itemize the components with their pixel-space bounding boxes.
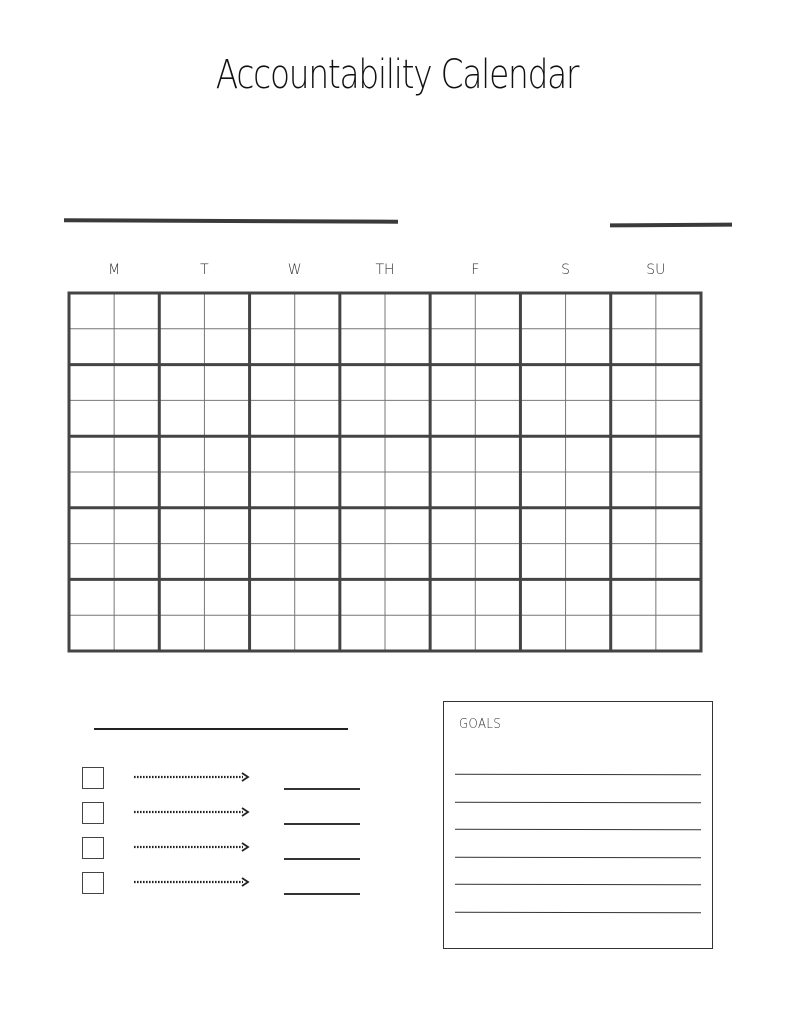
calendar-cell[interactable] bbox=[295, 472, 340, 508]
calendar-cell[interactable] bbox=[204, 472, 249, 508]
calendar-cell[interactable] bbox=[340, 615, 385, 651]
calendar-cell[interactable] bbox=[250, 400, 295, 436]
calendar-cell[interactable] bbox=[520, 293, 565, 329]
goals-box bbox=[443, 701, 713, 949]
day-label-thursday: TH bbox=[375, 262, 395, 278]
calendar-cell[interactable] bbox=[611, 508, 656, 544]
calendar-cell[interactable] bbox=[475, 508, 520, 544]
calendar-cell[interactable] bbox=[385, 329, 430, 365]
calendar-cell[interactable] bbox=[114, 544, 159, 580]
calendar-cell[interactable] bbox=[114, 579, 159, 615]
calendar-cell[interactable] bbox=[250, 365, 295, 401]
page-title: Accountability Calendar bbox=[215, 52, 579, 98]
calendar-cell[interactable] bbox=[566, 329, 611, 365]
calendar-cell[interactable] bbox=[159, 579, 204, 615]
calendar-cell[interactable] bbox=[159, 329, 204, 365]
calendar-cell[interactable] bbox=[69, 508, 114, 544]
calendar-cell[interactable] bbox=[430, 579, 475, 615]
calendar-cell[interactable] bbox=[69, 544, 114, 580]
day-label-saturday: S bbox=[561, 262, 570, 278]
calendar-cell[interactable] bbox=[295, 365, 340, 401]
calendar-cell[interactable] bbox=[114, 365, 159, 401]
calendar-cell[interactable] bbox=[520, 544, 565, 580]
calendar-cell[interactable] bbox=[204, 579, 249, 615]
calendar-cell[interactable] bbox=[430, 329, 475, 365]
calendar-cell[interactable] bbox=[204, 544, 249, 580]
calendar-cell[interactable] bbox=[520, 579, 565, 615]
calendar-cell[interactable] bbox=[295, 293, 340, 329]
calendar-cell[interactable] bbox=[159, 544, 204, 580]
weekday-header bbox=[68, 262, 702, 282]
calendar-cell[interactable] bbox=[114, 615, 159, 651]
calendar-cell[interactable] bbox=[611, 293, 656, 329]
goal-write-line[interactable] bbox=[455, 884, 701, 886]
calendar-cell[interactable] bbox=[69, 293, 114, 329]
calendar-cell[interactable] bbox=[159, 400, 204, 436]
calendar-cell[interactable] bbox=[114, 472, 159, 508]
dotted-arrow-icon bbox=[133, 876, 251, 888]
calendar-cell[interactable] bbox=[340, 579, 385, 615]
calendar-cell[interactable] bbox=[204, 293, 249, 329]
calendar-cell[interactable] bbox=[430, 293, 475, 329]
calendar-cell[interactable] bbox=[295, 579, 340, 615]
calendar-cell[interactable] bbox=[611, 544, 656, 580]
calendar-cell[interactable] bbox=[69, 436, 114, 472]
calendar-cell[interactable] bbox=[340, 472, 385, 508]
calendar-cell[interactable] bbox=[340, 293, 385, 329]
calendar-cell[interactable] bbox=[656, 365, 701, 401]
goal-write-line[interactable] bbox=[455, 774, 701, 776]
calendar-cell[interactable] bbox=[656, 472, 701, 508]
calendar-cell[interactable] bbox=[385, 544, 430, 580]
calendar-cell[interactable] bbox=[566, 615, 611, 651]
calendar-cell[interactable] bbox=[204, 329, 249, 365]
habit-row bbox=[82, 802, 372, 826]
calendar-cell[interactable] bbox=[611, 329, 656, 365]
calendar-cell[interactable] bbox=[340, 544, 385, 580]
calendar-cell[interactable] bbox=[656, 579, 701, 615]
goal-write-line[interactable] bbox=[455, 829, 701, 831]
calendar-cell[interactable] bbox=[430, 615, 475, 651]
calendar-cell[interactable] bbox=[385, 472, 430, 508]
calendar-cell[interactable] bbox=[611, 436, 656, 472]
calendar-cell[interactable] bbox=[295, 436, 340, 472]
habit-row bbox=[82, 767, 372, 791]
calendar-cell[interactable] bbox=[430, 472, 475, 508]
calendar-cell[interactable] bbox=[656, 400, 701, 436]
habit-write-line[interactable] bbox=[284, 823, 360, 825]
calendar-cell[interactable] bbox=[295, 508, 340, 544]
calendar-cell[interactable] bbox=[656, 508, 701, 544]
goal-write-line[interactable] bbox=[455, 856, 701, 858]
calendar-cell[interactable] bbox=[204, 400, 249, 436]
calendar-cell[interactable] bbox=[656, 544, 701, 580]
calendar-cell[interactable] bbox=[295, 615, 340, 651]
calendar-cell[interactable] bbox=[475, 544, 520, 580]
dotted-arrow-icon bbox=[133, 806, 251, 818]
calendar-cell[interactable] bbox=[69, 472, 114, 508]
habit-row bbox=[82, 872, 372, 896]
habit-checkbox[interactable] bbox=[82, 872, 104, 894]
calendar-cell[interactable] bbox=[611, 365, 656, 401]
calendar-cell[interactable] bbox=[159, 293, 204, 329]
calendar-cell[interactable] bbox=[340, 436, 385, 472]
calendar-cell[interactable] bbox=[611, 400, 656, 436]
calendar-cell[interactable] bbox=[204, 365, 249, 401]
calendar-cell[interactable] bbox=[159, 508, 204, 544]
calendar-cell[interactable] bbox=[611, 579, 656, 615]
calendar-cell[interactable] bbox=[566, 293, 611, 329]
calendar-cell[interactable] bbox=[475, 400, 520, 436]
habit-checkbox[interactable] bbox=[82, 767, 104, 789]
calendar-cell[interactable] bbox=[250, 293, 295, 329]
calendar-cell[interactable] bbox=[520, 436, 565, 472]
calendar-cell[interactable] bbox=[250, 472, 295, 508]
calendar-cell[interactable] bbox=[250, 329, 295, 365]
calendar-cell[interactable] bbox=[250, 436, 295, 472]
calendar-cell[interactable] bbox=[204, 436, 249, 472]
calendar-cell[interactable] bbox=[159, 472, 204, 508]
calendar-cell[interactable] bbox=[295, 400, 340, 436]
calendar-cell[interactable] bbox=[204, 508, 249, 544]
calendar-cell[interactable] bbox=[385, 615, 430, 651]
habit-checkbox[interactable] bbox=[82, 802, 104, 824]
calendar-cell[interactable] bbox=[475, 365, 520, 401]
habit-checkbox[interactable] bbox=[82, 837, 104, 859]
calendar-cell[interactable] bbox=[159, 615, 204, 651]
calendar-cell[interactable] bbox=[430, 400, 475, 436]
calendar-cell[interactable] bbox=[295, 544, 340, 580]
goal-write-line[interactable] bbox=[455, 911, 701, 913]
calendar-cell[interactable] bbox=[475, 436, 520, 472]
calendar-cell[interactable] bbox=[520, 400, 565, 436]
calendar-cell[interactable] bbox=[69, 615, 114, 651]
calendar-cell[interactable] bbox=[430, 436, 475, 472]
dotted-arrow-icon bbox=[133, 771, 251, 783]
calendar-cell[interactable] bbox=[566, 579, 611, 615]
calendar-cell[interactable] bbox=[385, 365, 430, 401]
calendar-cell[interactable] bbox=[611, 615, 656, 651]
calendar-cell[interactable] bbox=[340, 329, 385, 365]
calendar-cell[interactable] bbox=[656, 293, 701, 329]
habit-write-line[interactable] bbox=[284, 858, 360, 860]
month-write-line[interactable] bbox=[64, 218, 398, 223]
habit-write-line[interactable] bbox=[284, 788, 360, 790]
calendar-cell[interactable] bbox=[475, 329, 520, 365]
calendar-cell[interactable] bbox=[69, 400, 114, 436]
calendar-cell[interactable] bbox=[566, 508, 611, 544]
calendar-cell[interactable] bbox=[114, 293, 159, 329]
calendar-cell[interactable] bbox=[566, 365, 611, 401]
calendar-cell[interactable] bbox=[656, 329, 701, 365]
calendar-cell[interactable] bbox=[566, 472, 611, 508]
calendar-cell[interactable] bbox=[340, 400, 385, 436]
calendar-cell[interactable] bbox=[611, 472, 656, 508]
calendar-cell[interactable] bbox=[520, 472, 565, 508]
calendar-grid bbox=[67, 291, 705, 655]
calendar-cell[interactable] bbox=[475, 615, 520, 651]
calendar-cell[interactable] bbox=[114, 436, 159, 472]
calendar-cell[interactable] bbox=[566, 436, 611, 472]
habit-write-line[interactable] bbox=[284, 893, 360, 895]
tracker-title-line[interactable] bbox=[94, 728, 348, 730]
day-label-wednesday: W bbox=[287, 262, 302, 278]
calendar-cell[interactable] bbox=[520, 615, 565, 651]
calendar-cell[interactable] bbox=[340, 508, 385, 544]
calendar-cell[interactable] bbox=[475, 579, 520, 615]
calendar-cell[interactable] bbox=[250, 579, 295, 615]
calendar-cell[interactable] bbox=[430, 365, 475, 401]
calendar-cell[interactable] bbox=[114, 508, 159, 544]
calendar-cell[interactable] bbox=[385, 400, 430, 436]
calendar-cell[interactable] bbox=[159, 436, 204, 472]
calendar-cell[interactable] bbox=[69, 365, 114, 401]
year-write-line[interactable] bbox=[610, 223, 732, 228]
calendar-cell[interactable] bbox=[520, 508, 565, 544]
calendar-cell[interactable] bbox=[114, 400, 159, 436]
day-label-tuesday: T bbox=[200, 262, 209, 278]
calendar-cell[interactable] bbox=[69, 329, 114, 365]
calendar-cell[interactable] bbox=[520, 329, 565, 365]
calendar-cell[interactable] bbox=[159, 365, 204, 401]
goals-title: GOALS bbox=[459, 717, 502, 732]
goal-write-line[interactable] bbox=[455, 801, 701, 803]
day-label-sunday: SU bbox=[646, 262, 666, 278]
calendar-cell[interactable] bbox=[566, 544, 611, 580]
calendar-cell[interactable] bbox=[430, 544, 475, 580]
calendar-cell[interactable] bbox=[250, 615, 295, 651]
day-label-monday: M bbox=[108, 262, 121, 278]
calendar-cell[interactable] bbox=[250, 544, 295, 580]
calendar-cell[interactable] bbox=[385, 436, 430, 472]
dotted-arrow-icon bbox=[133, 841, 251, 853]
calendar-cell[interactable] bbox=[656, 615, 701, 651]
calendar-cell[interactable] bbox=[69, 579, 114, 615]
calendar-cell[interactable] bbox=[250, 508, 295, 544]
day-label-friday: F bbox=[471, 262, 480, 278]
calendar-cell[interactable] bbox=[475, 293, 520, 329]
calendar-cell[interactable] bbox=[430, 508, 475, 544]
calendar-cell[interactable] bbox=[385, 293, 430, 329]
calendar-cell[interactable] bbox=[295, 329, 340, 365]
calendar-cell[interactable] bbox=[475, 472, 520, 508]
calendar-cell[interactable] bbox=[566, 400, 611, 436]
calendar-cell[interactable] bbox=[114, 329, 159, 365]
calendar-cell[interactable] bbox=[340, 365, 385, 401]
calendar-cell[interactable] bbox=[204, 615, 249, 651]
calendar-cell[interactable] bbox=[520, 365, 565, 401]
habit-row bbox=[82, 837, 372, 861]
calendar-cell[interactable] bbox=[385, 579, 430, 615]
calendar-cell[interactable] bbox=[656, 436, 701, 472]
calendar-cell[interactable] bbox=[385, 508, 430, 544]
